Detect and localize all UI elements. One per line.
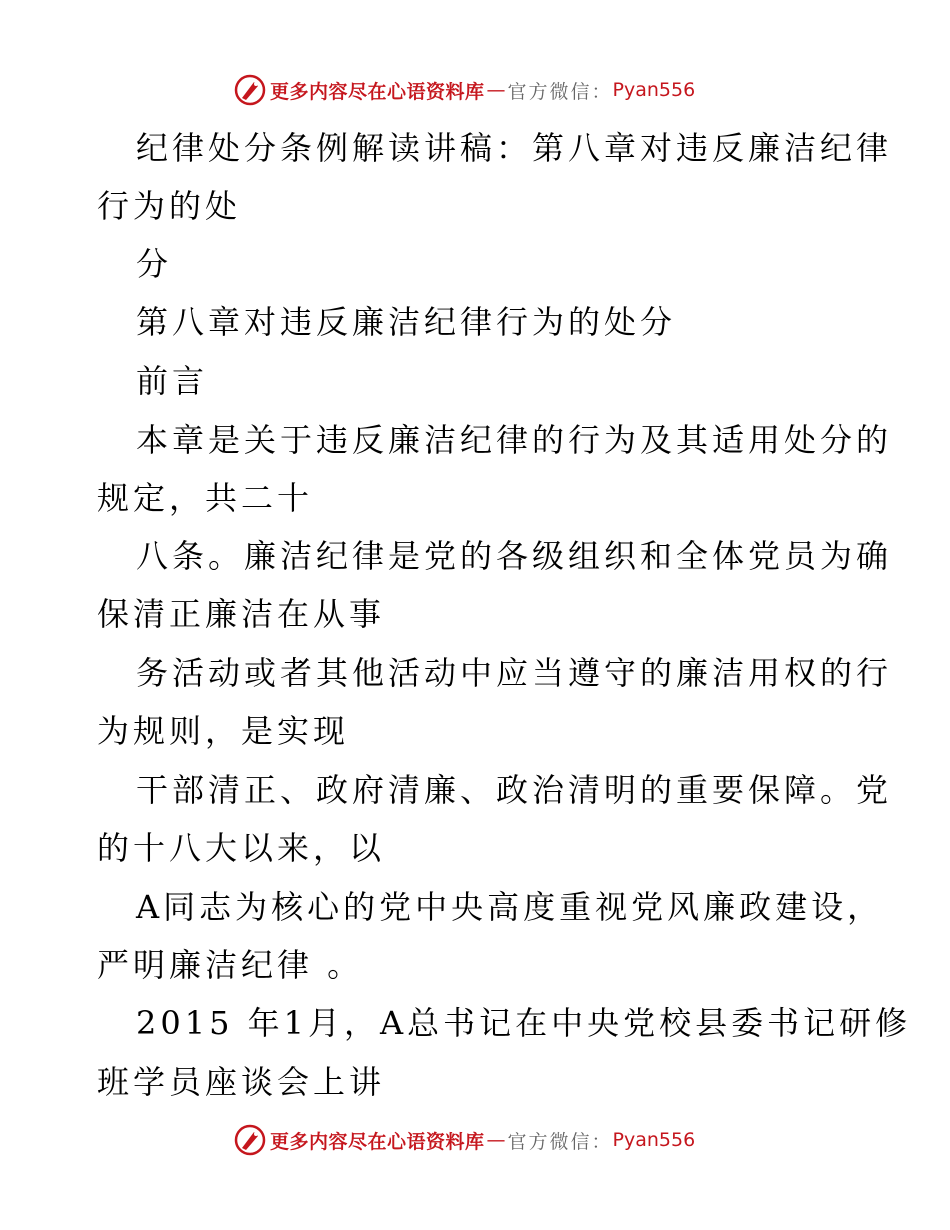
text-line: 班学员座谈会上讲 [97, 1063, 386, 1101]
text-line: 的十八大以来，以 [97, 829, 386, 867]
banner-dash: — [486, 79, 506, 101]
text-line: 干部清正、政府清廉、政治清明的重要保障。党 [136, 771, 893, 809]
banner-promo-text: 更多内容尽在心语资料库 [270, 80, 485, 103]
text-line: A同志为核心的党中央高度重视党风廉政建设， [136, 888, 884, 926]
text-line: 前言 [136, 362, 209, 400]
text-line: 为规则，是实现 [97, 712, 350, 750]
footer-banner [234, 1122, 695, 1158]
text-line: 第八章对违反廉洁纪律行为的处分 [136, 303, 677, 341]
banner-promo-text: 更多内容尽在心语资料库 [270, 1130, 485, 1153]
text-line: 保清正廉洁在从事 [97, 595, 386, 633]
pen-logo-icon [234, 74, 266, 106]
banner-wechat-label: 官方微信： [507, 1130, 613, 1153]
banner-dash: — [486, 1129, 506, 1151]
text-line: 纪律处分条例解读讲稿：第八章对违反廉洁纪律 [136, 129, 893, 167]
banner-wechat-id: Pyan556 [612, 79, 696, 101]
text-line: 行为的处 [97, 187, 242, 225]
text-line: 2015 年1月，A总书记在中央党校县委书记研修 [136, 1004, 912, 1042]
header-banner [234, 72, 695, 108]
text-line: 务活动或者其他活动中应当遵守的廉洁用权的行 [136, 654, 893, 692]
banner-wechat-label: 官方微信： [507, 80, 613, 103]
pen-logo-icon [234, 1124, 266, 1156]
text-line: 严明廉洁纪律 。 [97, 946, 364, 984]
banner-wechat-id: Pyan556 [612, 1129, 696, 1151]
text-line: 规定，共二十 [97, 479, 314, 517]
text-line: 八条。廉洁纪律是党的各级组织和全体党员为确 [136, 537, 893, 575]
text-line: 本章是关于违反廉洁纪律的行为及其适用处分的 [136, 421, 893, 459]
text-line: 分 [136, 245, 173, 283]
